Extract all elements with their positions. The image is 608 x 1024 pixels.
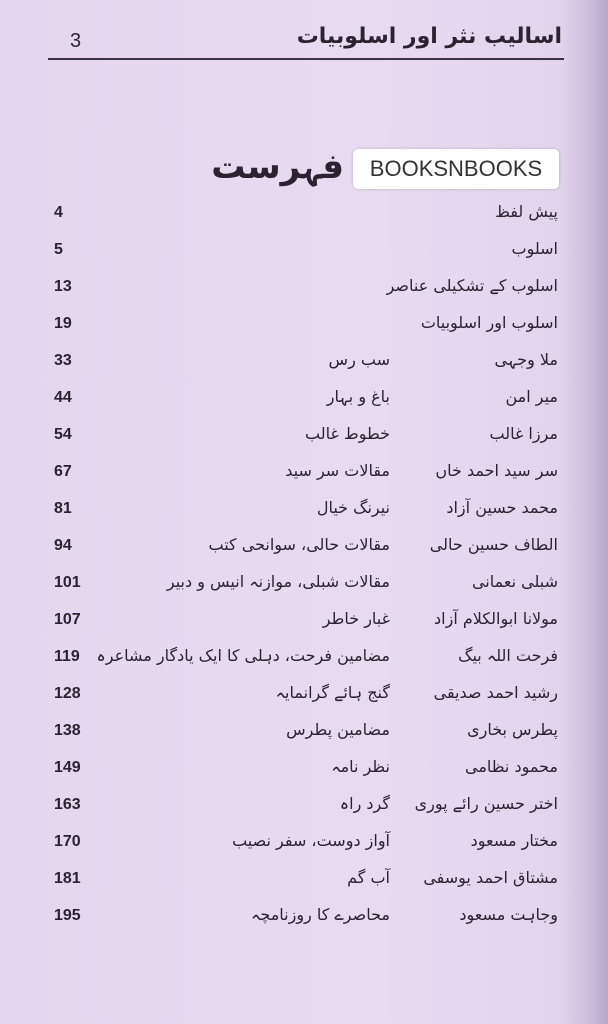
toc-entry [0, 755, 608, 785]
toc-author: اسلوب [511, 239, 558, 258]
page-number: 3 [70, 30, 82, 52]
toc-author: سر سید احمد خاں [435, 461, 558, 480]
toc-page-number: 128 [54, 685, 81, 702]
toc-entry [0, 533, 608, 563]
toc-page-number: 5 [54, 241, 63, 258]
toc-author: مختار مسعود [470, 831, 558, 850]
toc-author: پطرس بخاری [467, 720, 558, 739]
toc-author: اسلوب کے تشکیلی عناصر [386, 276, 558, 295]
toc-page-number: 149 [54, 759, 81, 776]
toc-work: مقالات سر سید [285, 461, 390, 480]
toc-author: محمود نظامی [465, 757, 558, 776]
running-title: اسالیب نثر اور اسلوبیات [296, 24, 562, 49]
toc-page-number: 54 [54, 426, 72, 443]
toc-work: غبار خاطر [322, 609, 390, 628]
toc-work: گنج ہائے گرانمایہ [275, 683, 390, 702]
toc-entry [0, 866, 608, 896]
toc-entry [0, 274, 608, 304]
toc-entry [0, 496, 608, 526]
toc-entry [0, 829, 608, 859]
toc-author: رشید احمد صدیقی [433, 683, 558, 702]
toc-author: شبلی نعمانی [471, 572, 558, 591]
watermark: BOOKSNBOOKS [353, 149, 559, 189]
toc-page-number: 138 [54, 722, 81, 739]
toc-author: فرحت اللہ بیگ [458, 646, 558, 665]
toc-entry [0, 459, 608, 489]
toc-author: مولانا ابوالکلام آزاد [434, 609, 558, 628]
toc-work: آواز دوست، سفر نصیب [232, 831, 390, 850]
toc-page-number: 195 [54, 907, 81, 924]
toc-page-number: 107 [54, 611, 81, 628]
toc-page-number: 19 [54, 315, 72, 332]
toc-work: سب رس [328, 350, 390, 369]
toc-page-number: 101 [54, 574, 81, 591]
toc-work: مقالات شبلی، موازنہ انیس و دبیر [166, 572, 390, 591]
toc-entry [0, 422, 608, 452]
toc-author: الطاف حسین حالی [429, 535, 558, 554]
toc-entry [0, 237, 608, 267]
toc-author: وجاہت مسعود [459, 905, 558, 924]
toc-author: اسلوب اور اسلوبیات [420, 313, 558, 332]
toc-author: ملا وجہی [494, 350, 558, 369]
toc-page-number: 170 [54, 833, 81, 850]
toc-title: فہرست [211, 147, 344, 187]
toc-entry [0, 903, 608, 933]
toc-page-number: 13 [54, 278, 72, 295]
toc-entry [0, 570, 608, 600]
toc-page-number: 181 [54, 870, 81, 887]
toc-entry [0, 311, 608, 341]
toc-page-number: 33 [54, 352, 72, 369]
header-rule [48, 58, 564, 60]
toc-entry [0, 792, 608, 822]
toc-entry [0, 644, 608, 674]
toc-author: محمد حسین آزاد [446, 498, 558, 517]
toc-entry [0, 607, 608, 637]
toc-work: آب گم [347, 868, 390, 887]
toc-work: گرد راہ [339, 794, 390, 813]
toc-work: نیرنگ خیال [316, 498, 390, 517]
toc-entry [0, 385, 608, 415]
toc-page-number: 44 [54, 389, 72, 406]
toc-work: نظر نامہ [331, 757, 390, 776]
toc-work: باغ و بہار [326, 387, 390, 406]
toc-author: میر امن [505, 387, 558, 406]
toc-page-number: 4 [54, 204, 63, 221]
toc-work: محاصرے کا روزنامچہ [250, 905, 390, 924]
toc-entry [0, 718, 608, 748]
toc-work: مضامین فرحت، دہلی کا ایک یادگار مشاعرہ [96, 646, 390, 665]
toc-author: مشتاق احمد یوسفی [423, 868, 558, 887]
toc-author: اختر حسین رائے پوری [414, 794, 558, 813]
toc-page-number: 163 [54, 796, 81, 813]
toc-page-number: 94 [54, 537, 72, 554]
toc-page-number: 119 [54, 648, 80, 665]
toc-entry [0, 348, 608, 378]
toc-author: مرزا غالب [489, 424, 558, 443]
toc-work: مقالات حالی، سوانحی کتب [208, 535, 390, 554]
toc-page-number: 67 [54, 463, 72, 480]
toc-entry [0, 681, 608, 711]
toc-entry [0, 200, 608, 230]
toc-author: پیش لفظ [495, 202, 558, 221]
toc-work: مضامین پطرس [286, 720, 390, 739]
toc-work: خطوط غالب [305, 424, 390, 443]
toc-page-number: 81 [54, 500, 72, 517]
